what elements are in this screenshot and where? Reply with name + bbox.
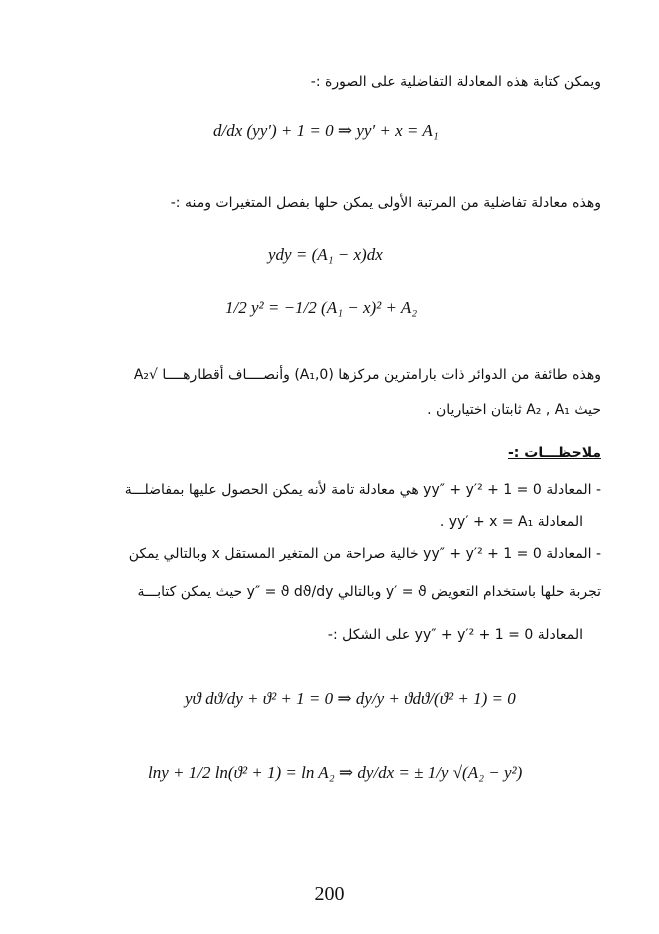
note-2-line-c: المعادلة yy″ + y′² + 1 = 0 على الشكل :- (327, 627, 583, 643)
page-number: 200 (314, 883, 345, 905)
note-1-line-b: المعادلة yy′ + x = A₁ . (439, 514, 583, 530)
where-line: حيث A₂ , A₁ ثابتان اختياريان . (427, 402, 601, 418)
separable-line: وهذه معادلة تفاضلية من المرتبة الأولى يمكن حلها بفصل المتغيرات ومنه :- (170, 195, 601, 211)
equation-3: 1/2 y² = −1/2 (A₁ − x)² + A₂ (225, 298, 418, 317)
note-2-line-a: - المعادلة yy″ + y′² + 1 = 0 خالية صراحة من المتغير المستقل x وبالتالي يمكن (128, 546, 601, 562)
note-2-line-b: تجربة حلها باستخدام التعويض y′ = ϑ وبالتالي y″ = ϑ dϑ/dy حيث يمكن كتابـــة (137, 584, 601, 600)
equation-2: ydy = (A₁ − x)dx (268, 245, 383, 264)
equation-4: yϑ dϑ/dy + ϑ² + 1 = 0 ⇒ dy/y + ϑdϑ/(ϑ² + 1) = 0 (185, 689, 516, 708)
note-1-line-a: - المعادلة yy″ + y′² + 1 = 0 هي معادلة تامة لأنه يمكن الحصول عليها بمفاضلـــة (124, 482, 601, 498)
equation-1: d/dx (yy′) + 1 = 0 ⇒ yy′ + x = A₁ (213, 121, 439, 140)
notes-heading: ملاحظـــات :- (508, 445, 601, 461)
family-line: وهذه طائفة من الدوائر ذات بارامترين مركزها (A₁,0) وأنصــــاف أقطارهــــا √A₂ (133, 367, 601, 383)
intro-line: ويمكن كتابة هذه المعادلة التفاضلية على الصورة :- (310, 74, 601, 90)
equation-5: lny + 1/2 ln(ϑ² + 1) = ln A₂ ⇒ dy/dx = ± 1/y √(A₂ − y²) (148, 763, 523, 782)
